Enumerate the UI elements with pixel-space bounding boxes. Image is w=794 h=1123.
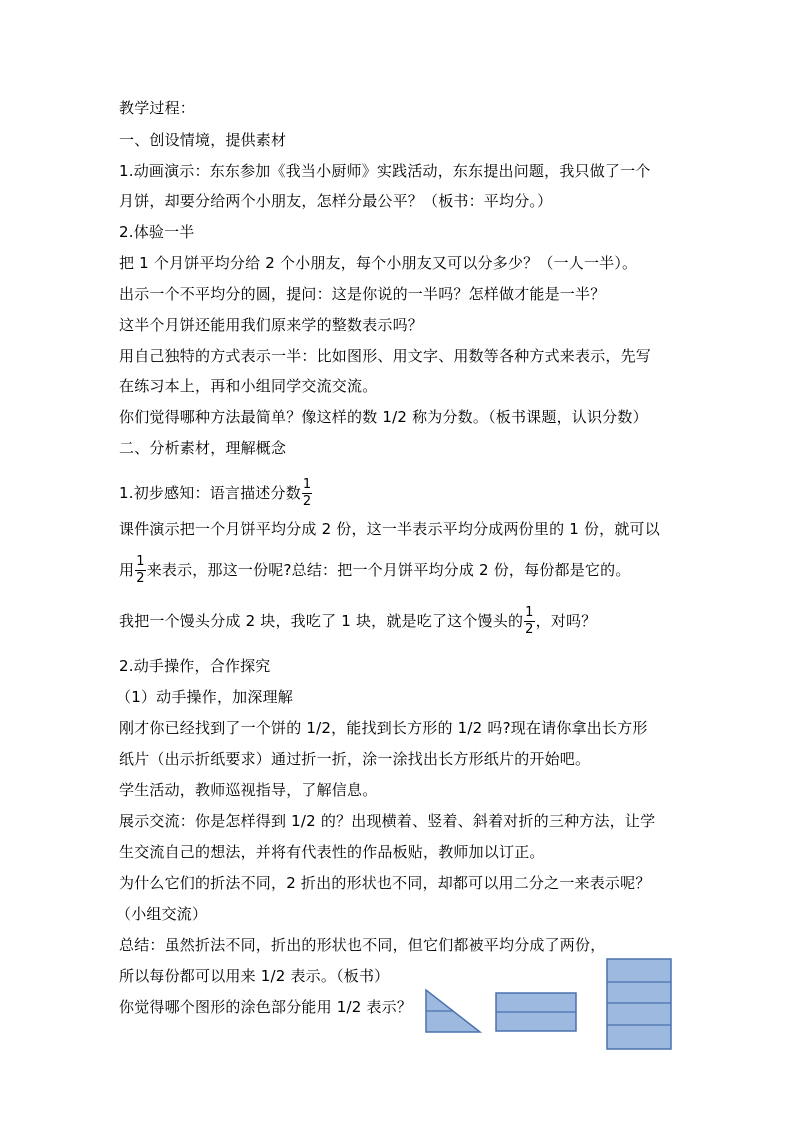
paragraph: 展示交流：你是怎样得到 1/2 的？出现横着、竖着、斜着对折的三种方法，让学: [119, 812, 656, 830]
section1-title: 一、创设情境，提供素材: [119, 131, 287, 149]
fraction-numerator: 1: [136, 554, 145, 569]
fraction-one-half: [524, 606, 534, 637]
horizontal-rectangle-shape: [495, 992, 579, 1034]
subheading: 2.体验一半: [119, 223, 195, 241]
subheading-with-fraction: [119, 478, 313, 509]
paragraph: 用自己独特的方式表示一半：比如图形、用文字、用数等各种方式来表示，先写: [119, 347, 652, 365]
paragraph: 总结：虽然折法不同，折出的形状也不同，但它们都被平均分成了两份，: [119, 936, 606, 954]
paragraph: 这半个月饼还能用我们原来学的整数表示吗？: [119, 316, 424, 334]
triangle-shape: [424, 988, 484, 1036]
paragraph: 课件演示把一个月饼平均分成 2 份，这一半表示平均分成两份里的 1 份，就可以: [119, 520, 660, 538]
paragraph-with-fraction: [119, 606, 596, 637]
fraction-numerator: 1: [525, 605, 534, 620]
paragraph: 你觉得哪个图形的涂色部分能用 1/2 表示？: [119, 998, 413, 1016]
paragraph: （小组交流）: [116, 905, 208, 923]
text-segment: 我把一个馒头分成 2 块，我吃了 1 块，就是吃了这个馒头的: [119, 612, 524, 630]
paragraph: 你们觉得哪种方法最简单？像这样的数 1/2 称为分数。（板书课题，认识分数）: [119, 408, 648, 426]
paragraph: 为什么它们的折法不同，2 折出的形状也不同，却都可以用二分之一来表示呢？: [119, 874, 651, 892]
subheading-text: 1.初步感知：语言描述分数: [119, 484, 301, 502]
paragraph: 生交流自己的想法，并将有代表性的作品板贴，教师加以订正。: [119, 843, 545, 861]
text-segment: 来表示，那这一份呢?总结：把一个月饼平均分成 2 份，每份都是它的。: [146, 561, 631, 579]
paragraph: 在练习本上，再和小组同学交流交流。: [119, 377, 378, 395]
fraction-denominator: 2: [302, 494, 312, 509]
paragraph: 刚才你已经找到了一个饼的 1/2，能找到长方形的 1/2 吗?现在请你拿出长方形: [119, 719, 648, 737]
fraction-one-half: [302, 478, 312, 509]
paragraph: 月饼，却要分给两个小朋友，怎样分最公平？（板书：平均分。）: [119, 192, 553, 210]
fraction-one-half: [135, 555, 145, 586]
paragraph: 所以每份都可以用来 1/2 表示。（板书）: [119, 967, 390, 985]
paragraph: 出示一个不平均分的圆，提问：这是你说的一半吗？怎样做才能是一半？: [119, 285, 606, 303]
subheading: 2.动手操作，合作探究: [119, 657, 271, 675]
paragraph-with-fraction: [119, 555, 631, 586]
tall-rectangle-shape: [606, 958, 674, 1052]
rectangle-body: [607, 959, 671, 1049]
subheading: （1）动手操作，加深理解: [116, 688, 293, 706]
fraction-denominator: 2: [525, 622, 534, 637]
fraction-denominator: 2: [136, 571, 145, 586]
text-segment: 用: [119, 561, 135, 579]
paragraph: 把 1 个月饼平均分给 2 个小朋友，每个小朋友又可以分多少？（一人一半）。: [119, 254, 638, 272]
fraction-numerator: 1: [302, 477, 312, 492]
paragraph: 1.动画演示：东东参加《我当小厨师》实践活动，东东提出问题，我只做了一个: [119, 162, 651, 180]
text-segment: ，对吗？: [535, 612, 597, 630]
section2-title: 二、分析素材，理解概念: [119, 439, 287, 457]
paragraph: 学生活动，教师巡视指导，了解信息。: [119, 781, 378, 799]
heading: 教学过程：: [119, 99, 196, 117]
paragraph: 纸片（出示折纸要求）通过折一折，涂一涂找出长方形纸片的开始吧。: [119, 750, 591, 768]
